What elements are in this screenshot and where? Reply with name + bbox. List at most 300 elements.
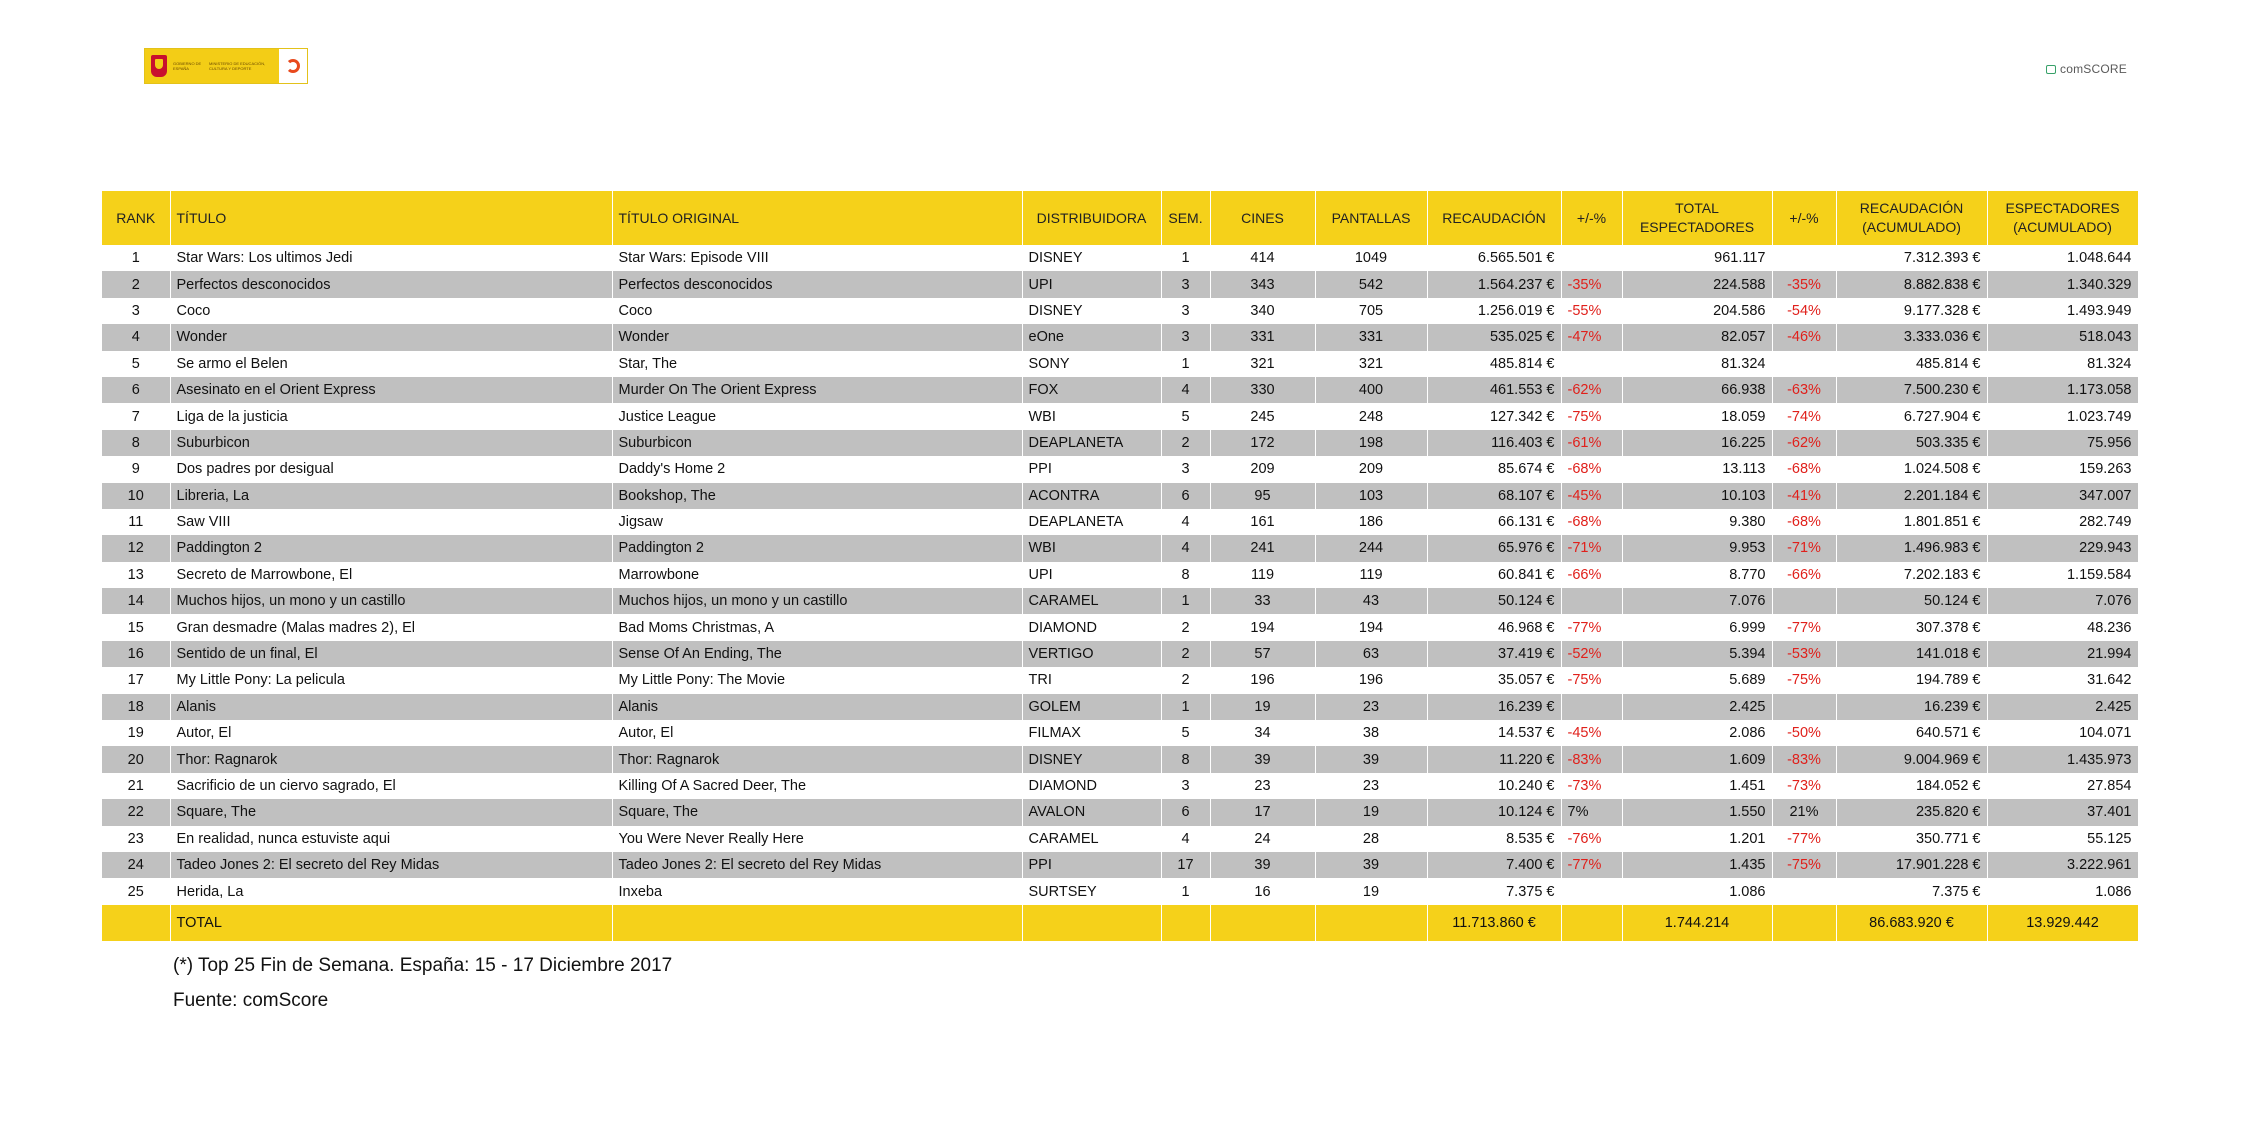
cell-espectadores-acumulado: 81.324 bbox=[1987, 351, 2138, 377]
cell-var-espectadores: -68% bbox=[1772, 456, 1836, 482]
cell-cines: 23 bbox=[1210, 773, 1315, 799]
cell-espectadores-acumulado: 3.222.961 bbox=[1987, 852, 2138, 878]
total-espectadores: 1.744.214 bbox=[1622, 905, 1772, 941]
cell-recaudacion-acumulado: 7.202.183 € bbox=[1836, 562, 1987, 588]
cell-var-espectadores: -73% bbox=[1772, 773, 1836, 799]
cell-recaudacion: 7.400 € bbox=[1427, 852, 1561, 878]
cell-recaudacion: 485.814 € bbox=[1427, 351, 1561, 377]
cell-var-espectadores: -54% bbox=[1772, 298, 1836, 324]
footnote-source: Fuente: comScore bbox=[173, 990, 329, 1011]
cell-titulo-original: Bookshop, The bbox=[612, 483, 1022, 509]
cell-sem: 2 bbox=[1161, 430, 1210, 456]
table-row bbox=[102, 324, 2138, 350]
cell-cines: 343 bbox=[1210, 271, 1315, 297]
cell-cines: 39 bbox=[1210, 852, 1315, 878]
coat-of-arms-icon bbox=[151, 55, 167, 77]
cell-sem: 6 bbox=[1161, 483, 1210, 509]
comscore-logo bbox=[2046, 62, 2127, 76]
table-row bbox=[102, 588, 2138, 614]
cell-pantallas: 119 bbox=[1315, 562, 1427, 588]
cell-espectadores: 204.586 bbox=[1622, 298, 1772, 324]
cell-espectadores-acumulado: 27.854 bbox=[1987, 773, 2138, 799]
cell-titulo: Thor: Ragnarok bbox=[170, 746, 612, 772]
cell-titulo-original: Killing Of A Sacred Deer, The bbox=[612, 773, 1022, 799]
cell-distribuidora: eOne bbox=[1022, 324, 1161, 350]
cell-pantallas: 400 bbox=[1315, 377, 1427, 403]
cell-var-recaudacion bbox=[1561, 588, 1622, 614]
cell-var-espectadores bbox=[1772, 694, 1836, 720]
cell-cines: 172 bbox=[1210, 430, 1315, 456]
cell-distribuidora: PPI bbox=[1022, 852, 1161, 878]
cell-var-recaudacion: -71% bbox=[1561, 535, 1622, 561]
cell-recaudacion-acumulado: 16.239 € bbox=[1836, 694, 1987, 720]
cell-var-recaudacion: -77% bbox=[1561, 614, 1622, 640]
cell-cines: 330 bbox=[1210, 377, 1315, 403]
table-row bbox=[102, 245, 2138, 271]
cell-var-espectadores: -83% bbox=[1772, 746, 1836, 772]
total-rank-cell bbox=[102, 905, 170, 941]
cell-recaudacion: 46.968 € bbox=[1427, 614, 1561, 640]
cell-rank: 6 bbox=[102, 377, 170, 403]
cell-espectadores-acumulado: 31.642 bbox=[1987, 667, 2138, 693]
cell-titulo: Alanis bbox=[170, 694, 612, 720]
table-row bbox=[102, 456, 2138, 482]
cell-recaudacion: 116.403 € bbox=[1427, 430, 1561, 456]
cell-sem: 2 bbox=[1161, 614, 1210, 640]
total-empty-cell bbox=[1022, 905, 1161, 941]
cell-var-recaudacion: -75% bbox=[1561, 403, 1622, 429]
cell-var-recaudacion: -62% bbox=[1561, 377, 1622, 403]
cell-espectadores: 9.380 bbox=[1622, 509, 1772, 535]
cell-distribuidora: DISNEY bbox=[1022, 245, 1161, 271]
cell-var-recaudacion: -77% bbox=[1561, 852, 1622, 878]
cell-cines: 57 bbox=[1210, 641, 1315, 667]
cell-sem: 2 bbox=[1161, 667, 1210, 693]
cell-var-recaudacion: -76% bbox=[1561, 826, 1622, 852]
cell-espectadores: 5.394 bbox=[1622, 641, 1772, 667]
cell-titulo: Herida, La bbox=[170, 878, 612, 904]
cell-cines: 414 bbox=[1210, 245, 1315, 271]
cell-titulo-original: Tadeo Jones 2: El secreto del Rey Midas bbox=[612, 852, 1022, 878]
cell-espectadores: 1.086 bbox=[1622, 878, 1772, 904]
cell-espectadores: 1.609 bbox=[1622, 746, 1772, 772]
cell-var-espectadores: -71% bbox=[1772, 535, 1836, 561]
cell-sem: 8 bbox=[1161, 562, 1210, 588]
cell-var-recaudacion bbox=[1561, 694, 1622, 720]
cell-cines: 16 bbox=[1210, 878, 1315, 904]
cell-var-recaudacion bbox=[1561, 245, 1622, 271]
cell-espectadores-acumulado: 347.007 bbox=[1987, 483, 2138, 509]
col-header-recaudacion: RECAUDACIÓN bbox=[1427, 191, 1561, 245]
col-header-var-recaudacion: +/-% bbox=[1561, 191, 1622, 245]
cell-rank: 9 bbox=[102, 456, 170, 482]
cell-titulo: Suburbicon bbox=[170, 430, 612, 456]
cell-recaudacion: 85.674 € bbox=[1427, 456, 1561, 482]
cell-recaudacion: 6.565.501 € bbox=[1427, 245, 1561, 271]
cell-sem: 3 bbox=[1161, 298, 1210, 324]
cell-recaudacion-acumulado: 7.500.230 € bbox=[1836, 377, 1987, 403]
cell-var-espectadores bbox=[1772, 245, 1836, 271]
total-empty-cell bbox=[1161, 905, 1210, 941]
col-header-recaudacion-acumulado: RECAUDACIÓN (ACUMULADO) bbox=[1836, 191, 1987, 245]
cell-distribuidora: VERTIGO bbox=[1022, 641, 1161, 667]
cell-var-recaudacion: -45% bbox=[1561, 720, 1622, 746]
table-row bbox=[102, 271, 2138, 297]
cell-var-recaudacion: -52% bbox=[1561, 641, 1622, 667]
cell-espectadores-acumulado: 2.425 bbox=[1987, 694, 2138, 720]
cell-pantallas: 209 bbox=[1315, 456, 1427, 482]
cell-titulo-original: Inxeba bbox=[612, 878, 1022, 904]
cell-sem: 1 bbox=[1161, 351, 1210, 377]
cell-pantallas: 194 bbox=[1315, 614, 1427, 640]
cell-recaudacion: 535.025 € bbox=[1427, 324, 1561, 350]
col-header-cines: CINES bbox=[1210, 191, 1315, 245]
total-empty-cell bbox=[1315, 905, 1427, 941]
cell-var-recaudacion: -55% bbox=[1561, 298, 1622, 324]
cell-pantallas: 196 bbox=[1315, 667, 1427, 693]
cell-rank: 13 bbox=[102, 562, 170, 588]
table-row bbox=[102, 826, 2138, 852]
cell-titulo: Secreto de Marrowbone, El bbox=[170, 562, 612, 588]
col-header-titulo-original: TÍTULO ORIGINAL bbox=[612, 191, 1022, 245]
cell-var-espectadores: -77% bbox=[1772, 614, 1836, 640]
cell-sem: 8 bbox=[1161, 746, 1210, 772]
cell-titulo: Star Wars: Los ultimos Jedi bbox=[170, 245, 612, 271]
cell-cines: 95 bbox=[1210, 483, 1315, 509]
cell-var-recaudacion: -61% bbox=[1561, 430, 1622, 456]
table-row bbox=[102, 694, 2138, 720]
col-header-espectadores-acumulado: ESPECTADORES (ACUMULADO) bbox=[1987, 191, 2138, 245]
cell-var-recaudacion bbox=[1561, 878, 1622, 904]
cell-titulo-original: Suburbicon bbox=[612, 430, 1022, 456]
cell-var-espectadores: -62% bbox=[1772, 430, 1836, 456]
total-label: TOTAL bbox=[170, 905, 612, 941]
table-row bbox=[102, 878, 2138, 904]
cell-cines: 194 bbox=[1210, 614, 1315, 640]
cell-rank: 4 bbox=[102, 324, 170, 350]
cell-sem: 1 bbox=[1161, 694, 1210, 720]
cell-recaudacion-acumulado: 194.789 € bbox=[1836, 667, 1987, 693]
cell-titulo: Square, The bbox=[170, 799, 612, 825]
cell-var-espectadores bbox=[1772, 878, 1836, 904]
cell-espectadores: 5.689 bbox=[1622, 667, 1772, 693]
cell-rank: 3 bbox=[102, 298, 170, 324]
cell-pantallas: 321 bbox=[1315, 351, 1427, 377]
cell-espectadores: 16.225 bbox=[1622, 430, 1772, 456]
col-header-rank: RANK bbox=[102, 191, 170, 245]
cell-sem: 4 bbox=[1161, 509, 1210, 535]
cell-var-espectadores: -68% bbox=[1772, 509, 1836, 535]
cell-titulo-original: Square, The bbox=[612, 799, 1022, 825]
footnote-period bbox=[173, 955, 672, 977]
cell-titulo: Sacrificio de un ciervo sagrado, El bbox=[170, 773, 612, 799]
table-row bbox=[102, 351, 2138, 377]
table-row bbox=[102, 720, 2138, 746]
cell-var-recaudacion: 7% bbox=[1561, 799, 1622, 825]
cell-var-recaudacion bbox=[1561, 351, 1622, 377]
cell-sem: 6 bbox=[1161, 799, 1210, 825]
ministry-logo-text: MINISTERIO DE EDUCACIÓN, CULTURA Y DEPORTE bbox=[209, 61, 266, 71]
cell-recaudacion-acumulado: 9.177.328 € bbox=[1836, 298, 1987, 324]
cell-recaudacion-acumulado: 503.335 € bbox=[1836, 430, 1987, 456]
cell-recaudacion-acumulado: 7.375 € bbox=[1836, 878, 1987, 904]
cell-rank: 12 bbox=[102, 535, 170, 561]
cell-titulo: Wonder bbox=[170, 324, 612, 350]
cell-recaudacion: 65.976 € bbox=[1427, 535, 1561, 561]
cell-recaudacion: 11.220 € bbox=[1427, 746, 1561, 772]
cell-distribuidora: UPI bbox=[1022, 271, 1161, 297]
cell-sem: 3 bbox=[1161, 773, 1210, 799]
total-recaudacion-acumulado: 86.683.920 € bbox=[1836, 905, 1987, 941]
cell-pantallas: 705 bbox=[1315, 298, 1427, 324]
cell-var-espectadores bbox=[1772, 588, 1836, 614]
cell-distribuidora: ACONTRA bbox=[1022, 483, 1161, 509]
cell-rank: 18 bbox=[102, 694, 170, 720]
cell-rank: 22 bbox=[102, 799, 170, 825]
cell-espectadores-acumulado: 1.435.973 bbox=[1987, 746, 2138, 772]
cell-distribuidora: DEAPLANETA bbox=[1022, 430, 1161, 456]
cell-distribuidora: PPI bbox=[1022, 456, 1161, 482]
cell-rank: 14 bbox=[102, 588, 170, 614]
cell-titulo-original: Justice League bbox=[612, 403, 1022, 429]
cell-pantallas: 248 bbox=[1315, 403, 1427, 429]
cell-recaudacion-acumulado: 184.052 € bbox=[1836, 773, 1987, 799]
cell-var-espectadores: -50% bbox=[1772, 720, 1836, 746]
cell-recaudacion-acumulado: 8.882.838 € bbox=[1836, 271, 1987, 297]
table-row bbox=[102, 641, 2138, 667]
col-header-pantallas: PANTALLAS bbox=[1315, 191, 1427, 245]
cell-rank: 24 bbox=[102, 852, 170, 878]
cell-pantallas: 331 bbox=[1315, 324, 1427, 350]
cell-sem: 3 bbox=[1161, 456, 1210, 482]
cell-cines: 241 bbox=[1210, 535, 1315, 561]
cell-sem: 4 bbox=[1161, 535, 1210, 561]
cell-titulo: Se armo el Belen bbox=[170, 351, 612, 377]
cell-recaudacion: 1.256.019 € bbox=[1427, 298, 1561, 324]
cell-sem: 1 bbox=[1161, 245, 1210, 271]
cell-espectadores-acumulado: 1.023.749 bbox=[1987, 403, 2138, 429]
cell-titulo-original: You Were Never Really Here bbox=[612, 826, 1022, 852]
cell-titulo: Tadeo Jones 2: El secreto del Rey Midas bbox=[170, 852, 612, 878]
cell-recaudacion: 461.553 € bbox=[1427, 377, 1561, 403]
cell-recaudacion-acumulado: 6.727.904 € bbox=[1836, 403, 1987, 429]
cell-recaudacion-acumulado: 1.496.983 € bbox=[1836, 535, 1987, 561]
cell-rank: 19 bbox=[102, 720, 170, 746]
cell-var-espectadores: -74% bbox=[1772, 403, 1836, 429]
cell-recaudacion: 50.124 € bbox=[1427, 588, 1561, 614]
table-row bbox=[102, 799, 2138, 825]
ministry-logo bbox=[144, 48, 308, 84]
cell-sem: 1 bbox=[1161, 588, 1210, 614]
total-recaudacion: 11.713.860 € bbox=[1427, 905, 1561, 941]
table-row bbox=[102, 852, 2138, 878]
cell-sem: 1 bbox=[1161, 878, 1210, 904]
comscore-logo-text: comSCORE bbox=[2060, 62, 2127, 76]
cell-recaudacion: 10.240 € bbox=[1427, 773, 1561, 799]
cell-var-espectadores: 21% bbox=[1772, 799, 1836, 825]
cell-recaudacion: 7.375 € bbox=[1427, 878, 1561, 904]
cell-distribuidora: TRI bbox=[1022, 667, 1161, 693]
cell-espectadores-acumulado: 104.071 bbox=[1987, 720, 2138, 746]
cell-titulo-original: Wonder bbox=[612, 324, 1022, 350]
cell-espectadores: 2.086 bbox=[1622, 720, 1772, 746]
cell-rank: 11 bbox=[102, 509, 170, 535]
cell-cines: 39 bbox=[1210, 746, 1315, 772]
table-row bbox=[102, 562, 2138, 588]
cell-espectadores-acumulado: 7.076 bbox=[1987, 588, 2138, 614]
cell-pantallas: 39 bbox=[1315, 852, 1427, 878]
cell-distribuidora: CARAMEL bbox=[1022, 588, 1161, 614]
cell-recaudacion: 35.057 € bbox=[1427, 667, 1561, 693]
cell-espectadores: 2.425 bbox=[1622, 694, 1772, 720]
cell-espectadores-acumulado: 1.340.329 bbox=[1987, 271, 2138, 297]
cell-var-espectadores: -35% bbox=[1772, 271, 1836, 297]
cell-distribuidora: WBI bbox=[1022, 535, 1161, 561]
cell-pantallas: 23 bbox=[1315, 773, 1427, 799]
total-empty-cell bbox=[612, 905, 1022, 941]
cell-var-espectadores: -75% bbox=[1772, 667, 1836, 693]
cell-rank: 25 bbox=[102, 878, 170, 904]
cell-titulo-original: Thor: Ragnarok bbox=[612, 746, 1022, 772]
cell-cines: 321 bbox=[1210, 351, 1315, 377]
box-office-table bbox=[102, 191, 2139, 941]
cell-titulo-original: Daddy's Home 2 bbox=[612, 456, 1022, 482]
cell-pantallas: 43 bbox=[1315, 588, 1427, 614]
cell-espectadores-acumulado: 1.493.949 bbox=[1987, 298, 2138, 324]
cell-rank: 23 bbox=[102, 826, 170, 852]
cell-pantallas: 19 bbox=[1315, 799, 1427, 825]
cell-rank: 15 bbox=[102, 614, 170, 640]
table-row bbox=[102, 667, 2138, 693]
cell-espectadores: 9.953 bbox=[1622, 535, 1772, 561]
cell-recaudacion: 37.419 € bbox=[1427, 641, 1561, 667]
cell-espectadores: 1.550 bbox=[1622, 799, 1772, 825]
cell-espectadores: 7.076 bbox=[1622, 588, 1772, 614]
cell-titulo-original: Autor, El bbox=[612, 720, 1022, 746]
cell-recaudacion-acumulado: 7.312.393 € bbox=[1836, 245, 1987, 271]
col-header-titulo: TÍTULO bbox=[170, 191, 612, 245]
table-row bbox=[102, 746, 2138, 772]
cell-titulo-original: Star, The bbox=[612, 351, 1022, 377]
cell-cines: 24 bbox=[1210, 826, 1315, 852]
cell-recaudacion-acumulado: 235.820 € bbox=[1836, 799, 1987, 825]
cell-titulo-original: Jigsaw bbox=[612, 509, 1022, 535]
cell-var-recaudacion: -68% bbox=[1561, 456, 1622, 482]
cell-recaudacion-acumulado: 9.004.969 € bbox=[1836, 746, 1987, 772]
gov-logo-text: GOBIERNO DE ESPAÑA bbox=[173, 61, 202, 71]
cell-espectadores: 6.999 bbox=[1622, 614, 1772, 640]
cell-espectadores: 66.938 bbox=[1622, 377, 1772, 403]
cell-titulo-original: Bad Moms Christmas, A bbox=[612, 614, 1022, 640]
table-row bbox=[102, 377, 2138, 403]
cell-rank: 5 bbox=[102, 351, 170, 377]
table-row bbox=[102, 298, 2138, 324]
cell-sem: 3 bbox=[1161, 271, 1210, 297]
col-header-sem: SEM. bbox=[1161, 191, 1210, 245]
total-empty-cell bbox=[1210, 905, 1315, 941]
cell-titulo: Coco bbox=[170, 298, 612, 324]
table-row bbox=[102, 535, 2138, 561]
cell-recaudacion: 68.107 € bbox=[1427, 483, 1561, 509]
cell-espectadores-acumulado: 21.994 bbox=[1987, 641, 2138, 667]
footnote-dates: 15 - 17 Diciembre 2017 bbox=[469, 955, 673, 976]
cell-var-espectadores: -77% bbox=[1772, 826, 1836, 852]
cell-recaudacion: 10.124 € bbox=[1427, 799, 1561, 825]
total-empty-cell bbox=[1561, 905, 1622, 941]
cell-titulo: Dos padres por desigual bbox=[170, 456, 612, 482]
cell-var-espectadores: -63% bbox=[1772, 377, 1836, 403]
cell-titulo: Autor, El bbox=[170, 720, 612, 746]
cell-pantallas: 38 bbox=[1315, 720, 1427, 746]
cell-espectadores-acumulado: 1.173.058 bbox=[1987, 377, 2138, 403]
cell-cines: 209 bbox=[1210, 456, 1315, 482]
cell-cines: 161 bbox=[1210, 509, 1315, 535]
cell-titulo-original: Alanis bbox=[612, 694, 1022, 720]
cell-recaudacion: 14.537 € bbox=[1427, 720, 1561, 746]
cell-cines: 340 bbox=[1210, 298, 1315, 324]
cell-var-recaudacion: -83% bbox=[1561, 746, 1622, 772]
cell-pantallas: 103 bbox=[1315, 483, 1427, 509]
cell-titulo-original: Sense Of An Ending, The bbox=[612, 641, 1022, 667]
cell-espectadores-acumulado: 48.236 bbox=[1987, 614, 2138, 640]
cell-sem: 3 bbox=[1161, 324, 1210, 350]
cell-rank: 20 bbox=[102, 746, 170, 772]
cell-espectadores: 82.057 bbox=[1622, 324, 1772, 350]
cell-cines: 19 bbox=[1210, 694, 1315, 720]
cell-titulo: Sentido de un final, El bbox=[170, 641, 612, 667]
cell-sem: 17 bbox=[1161, 852, 1210, 878]
cell-var-espectadores: -41% bbox=[1772, 483, 1836, 509]
cell-rank: 17 bbox=[102, 667, 170, 693]
cell-var-espectadores: -46% bbox=[1772, 324, 1836, 350]
cell-distribuidora: SURTSEY bbox=[1022, 878, 1161, 904]
cell-var-recaudacion: -66% bbox=[1561, 562, 1622, 588]
cell-distribuidora: FOX bbox=[1022, 377, 1161, 403]
cell-espectadores-acumulado: 229.943 bbox=[1987, 535, 2138, 561]
cell-var-recaudacion: -45% bbox=[1561, 483, 1622, 509]
cell-recaudacion-acumulado: 485.814 € bbox=[1836, 351, 1987, 377]
cell-var-recaudacion: -73% bbox=[1561, 773, 1622, 799]
total-espectadores-acumulado: 13.929.442 bbox=[1987, 905, 2138, 941]
cell-espectadores: 1.201 bbox=[1622, 826, 1772, 852]
cell-titulo: Liga de la justicia bbox=[170, 403, 612, 429]
cell-var-recaudacion: -75% bbox=[1561, 667, 1622, 693]
cell-titulo: Saw VIII bbox=[170, 509, 612, 535]
cell-recaudacion: 16.239 € bbox=[1427, 694, 1561, 720]
cell-sem: 4 bbox=[1161, 377, 1210, 403]
cell-pantallas: 63 bbox=[1315, 641, 1427, 667]
cell-sem: 5 bbox=[1161, 720, 1210, 746]
col-header-var-espectadores: +/-% bbox=[1772, 191, 1836, 245]
cell-cines: 245 bbox=[1210, 403, 1315, 429]
cell-espectadores-acumulado: 1.048.644 bbox=[1987, 245, 2138, 271]
cell-sem: 5 bbox=[1161, 403, 1210, 429]
cell-titulo: Perfectos desconocidos bbox=[170, 271, 612, 297]
cell-var-recaudacion: -68% bbox=[1561, 509, 1622, 535]
cell-var-espectadores: -66% bbox=[1772, 562, 1836, 588]
cell-distribuidora: DIAMOND bbox=[1022, 614, 1161, 640]
cell-var-espectadores: -75% bbox=[1772, 852, 1836, 878]
cell-cines: 34 bbox=[1210, 720, 1315, 746]
cell-pantallas: 244 bbox=[1315, 535, 1427, 561]
cell-var-espectadores bbox=[1772, 351, 1836, 377]
cell-recaudacion-acumulado: 17.901.228 € bbox=[1836, 852, 1987, 878]
cell-titulo: Muchos hijos, un mono y un castillo bbox=[170, 588, 612, 614]
cell-pantallas: 39 bbox=[1315, 746, 1427, 772]
cell-pantallas: 186 bbox=[1315, 509, 1427, 535]
cell-var-recaudacion: -35% bbox=[1561, 271, 1622, 297]
cell-cines: 119 bbox=[1210, 562, 1315, 588]
